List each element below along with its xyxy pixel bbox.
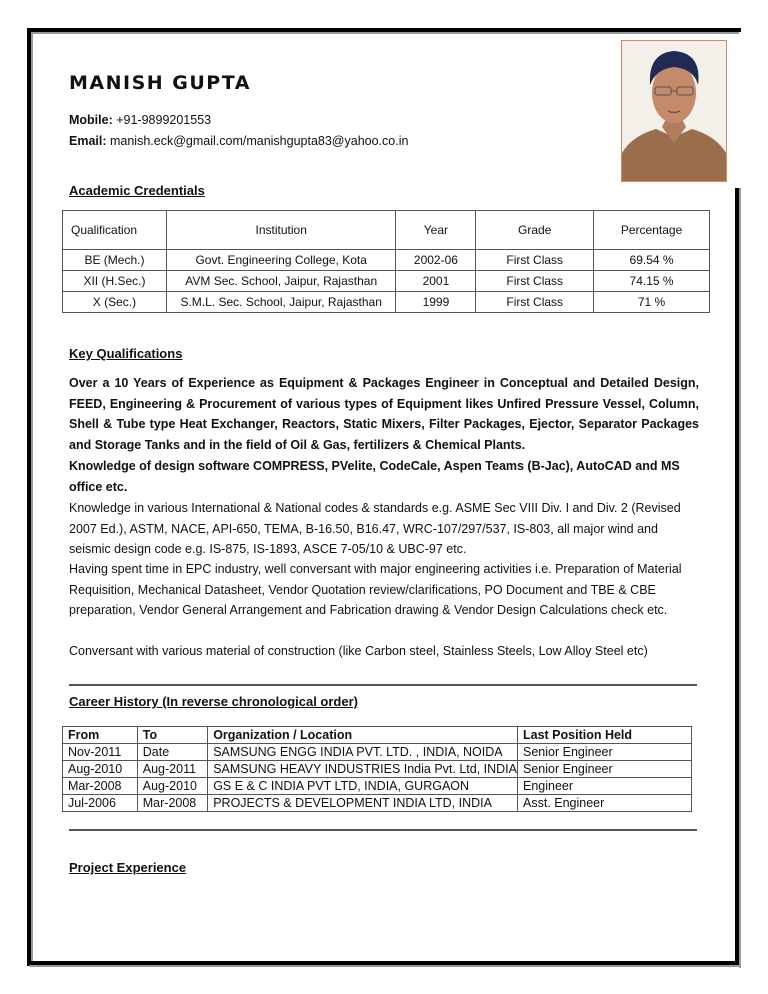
column-header: Organization / Location	[208, 727, 518, 744]
column-header: Institution	[166, 211, 396, 250]
column-header: Grade	[476, 211, 594, 250]
table-cell: First Class	[476, 250, 594, 271]
codes-knowledge: Knowledge in various International & National codes & standards e.g. ASME Sec VIII Div. I and Div. 2 (Revised 2007 Ed.), ASTM, NACE, API-650, TEMA, B-16.50, B16.47, WRC-107/297/537, IS-803, all major wind and seismic design code e.g. IS-875, IS-1893, ASCE 7-05/10 & UBC-97 etc.	[69, 501, 681, 556]
column-header: Percentage	[594, 211, 710, 250]
section-divider	[69, 684, 697, 686]
career-table	[62, 726, 692, 812]
table-cell: Aug-2010	[63, 761, 138, 778]
academic-table	[62, 210, 710, 313]
table-row	[63, 271, 710, 292]
email-address: manish.eck@gmail.com/manishgupta83@yahoo.co.in	[106, 134, 409, 148]
page-border-bottom-inner	[29, 965, 741, 967]
table-cell: AVM Sec. School, Jaipur, Rajasthan	[166, 271, 396, 292]
column-header: To	[137, 727, 207, 744]
table-cell: Senior Engineer	[518, 761, 692, 778]
table-cell: S.M.L. Sec. School, Jaipur, Rajasthan	[166, 292, 396, 313]
epc-experience: Having spent time in EPC industry, well conversant with major engineering activities i.e. Preparation of Material Requisition, Mechanical Datasheet, Vendor Quotation review/clarifications, PO Document and TBE & CBE preparation, Vendor General Arrangement and Fabrication drawing & Vendor Design Calculations check etc.	[69, 562, 682, 617]
page-border-left-inner	[31, 32, 33, 962]
email-line	[69, 134, 408, 148]
key-qualifications-heading: Key Qualifications	[69, 346, 183, 361]
table-row	[63, 292, 710, 313]
table-cell: 1999	[396, 292, 476, 313]
table-header-row	[63, 211, 710, 250]
table-cell: X (Sec.)	[63, 292, 167, 313]
table-cell: SAMSUNG HEAVY INDUSTRIES India Pvt. Ltd, INDIA	[208, 761, 518, 778]
academic-credentials-heading: Academic Credentials	[69, 183, 205, 198]
table-cell: Date	[137, 744, 207, 761]
table-cell: Aug-2010	[137, 778, 207, 795]
table-cell: Engineer	[518, 778, 692, 795]
column-header: Last Position Held	[518, 727, 692, 744]
table-cell: Mar-2008	[63, 778, 138, 795]
table-cell: 2002-06	[396, 250, 476, 271]
table-row	[63, 761, 692, 778]
table-cell: First Class	[476, 271, 594, 292]
table-cell: XII (H.Sec.)	[63, 271, 167, 292]
table-row	[63, 250, 710, 271]
table-row	[63, 778, 692, 795]
table-row	[63, 795, 692, 812]
column-header: Year	[396, 211, 476, 250]
person-photo-icon	[622, 41, 726, 181]
column-header: Qualification	[63, 211, 167, 250]
column-header: From	[63, 727, 138, 744]
section-divider	[69, 829, 697, 831]
profile-photo	[621, 40, 727, 182]
table-row	[63, 744, 692, 761]
email-label: Email:	[69, 134, 107, 148]
experience-summary: Over a 10 Years of Experience as Equipment & Packages Engineer in Conceptual and Detailed Design, FEED, Engineering & Procurement of various types of Equipment likes Unfired Pressure Vessel, Column, Shell & Tube type Heat Exchanger, Reactors, Static Mixers, Filter Packages, Ejector, Separator Packages and Storage Tanks and in the field of Oil & Gas, fertilizers & Chemical Plants.	[69, 376, 699, 452]
table-cell: Mar-2008	[137, 795, 207, 812]
materials-knowledge: Conversant with various material of construction (like Carbon steel, Stainless Steels, Low Alloy Steel etc)	[69, 644, 648, 658]
page-border-right-inner	[739, 188, 741, 968]
table-cell: Govt. Engineering College, Kota	[166, 250, 396, 271]
table-cell: Aug-2011	[137, 761, 207, 778]
career-history-heading: Career History (In reverse chronological order)	[69, 694, 358, 709]
table-cell: 69.54 %	[594, 250, 710, 271]
table-cell: Nov-2011	[63, 744, 138, 761]
table-cell: SAMSUNG ENGG INDIA PVT. LTD. , INDIA, NOIDA	[208, 744, 518, 761]
table-cell: PROJECTS & DEVELOPMENT INDIA LTD, INDIA	[208, 795, 518, 812]
mobile-label: Mobile:	[69, 113, 113, 127]
candidate-name: MANISH GUPTA	[69, 72, 251, 94]
project-experience-heading: Project Experience	[69, 860, 187, 875]
table-cell: BE (Mech.)	[63, 250, 167, 271]
table-cell: 71 %	[594, 292, 710, 313]
table-cell: Jul-2006	[63, 795, 138, 812]
software-knowledge: Knowledge of design software COMPRESS, PVelite, CodeCale, Aspen Teams (B-Jac), AutoCAD and MS office etc.	[69, 459, 680, 494]
table-cell: Senior Engineer	[518, 744, 692, 761]
table-cell: First Class	[476, 292, 594, 313]
mobile-number: +91-9899201553	[112, 113, 212, 127]
mobile-line	[69, 113, 211, 127]
table-cell: 74.15 %	[594, 271, 710, 292]
table-header-row	[63, 727, 692, 744]
table-cell: Asst. Engineer	[518, 795, 692, 812]
table-cell: 2001	[396, 271, 476, 292]
table-cell: GS E & C INDIA PVT LTD, INDIA, GURGAON	[208, 778, 518, 795]
page-border-top-inner	[31, 32, 739, 34]
